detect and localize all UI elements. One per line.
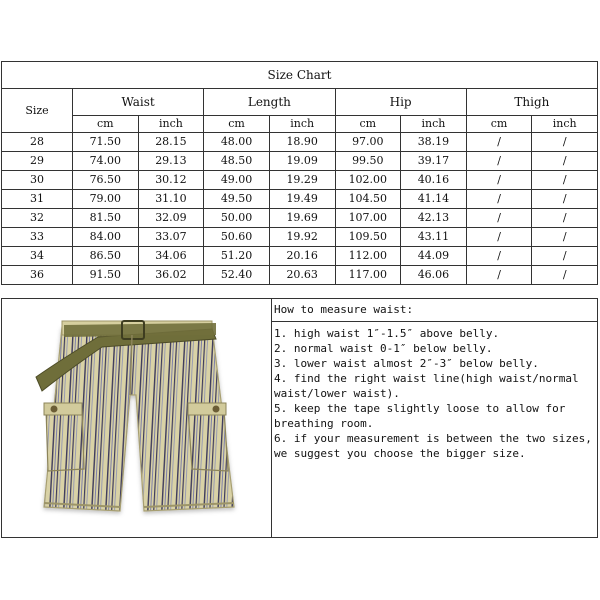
measurement-cell: / bbox=[466, 266, 532, 285]
measurement-cell: 20.16 bbox=[269, 247, 335, 266]
size-cell: 28 bbox=[2, 133, 73, 152]
size-cell: 29 bbox=[2, 152, 73, 171]
measurement-cell: / bbox=[466, 133, 532, 152]
measure-section bbox=[1, 298, 598, 538]
measurement-cell: 29.13 bbox=[138, 152, 204, 171]
size-cell: 30 bbox=[2, 171, 73, 190]
measurement-cell: / bbox=[532, 152, 598, 171]
table-row bbox=[2, 247, 598, 266]
measurement-cell: 79.00 bbox=[73, 190, 139, 209]
measurement-cell: 51.20 bbox=[204, 247, 270, 266]
unit-header: inch bbox=[269, 116, 335, 133]
measurement-cell: 18.90 bbox=[269, 133, 335, 152]
measurement-cell: 102.00 bbox=[335, 171, 401, 190]
measurement-cell: 43.11 bbox=[401, 228, 467, 247]
measurement-cell: 104.50 bbox=[335, 190, 401, 209]
measurement-cell: 40.16 bbox=[401, 171, 467, 190]
table-row bbox=[2, 266, 598, 285]
measurement-cell: / bbox=[532, 266, 598, 285]
size-chart-table bbox=[1, 61, 598, 285]
measurement-cell: 50.00 bbox=[204, 209, 270, 228]
measurement-cell: 30.12 bbox=[138, 171, 204, 190]
measurement-cell: / bbox=[532, 209, 598, 228]
measurement-cell: / bbox=[466, 209, 532, 228]
measurement-cell: 20.63 bbox=[269, 266, 335, 285]
measure-tip: 1. high waist 1″-1.5″ above belly. bbox=[274, 327, 500, 340]
measurement-cell: / bbox=[466, 190, 532, 209]
thigh-group-header: Thigh bbox=[466, 89, 597, 116]
measurement-cell: 86.50 bbox=[73, 247, 139, 266]
unit-header: inch bbox=[401, 116, 467, 133]
length-group-header: Length bbox=[204, 89, 335, 116]
measure-instructions bbox=[272, 299, 597, 537]
measurement-cell: 49.00 bbox=[204, 171, 270, 190]
size-rows bbox=[2, 133, 598, 285]
measurement-cell: / bbox=[466, 152, 532, 171]
size-cell: 32 bbox=[2, 209, 73, 228]
table-row bbox=[2, 209, 598, 228]
measurement-cell: 76.50 bbox=[73, 171, 139, 190]
size-cell: 34 bbox=[2, 247, 73, 266]
measure-tip: 6. if your measurement is between the two sizes, we suggest you choose the bigger size. bbox=[274, 432, 592, 460]
measurement-cell: 49.50 bbox=[204, 190, 270, 209]
measurement-cell: 48.50 bbox=[204, 152, 270, 171]
size-chart-title: Size Chart bbox=[2, 62, 598, 89]
measurement-cell: / bbox=[532, 190, 598, 209]
measure-heading: How to measure waist: bbox=[272, 299, 597, 322]
measurement-cell: 19.92 bbox=[269, 228, 335, 247]
measurement-cell: 46.06 bbox=[401, 266, 467, 285]
striped-cargo-shorts-icon bbox=[2, 299, 271, 537]
measurement-cell: / bbox=[466, 228, 532, 247]
measurement-cell: 19.49 bbox=[269, 190, 335, 209]
measurement-cell: 52.40 bbox=[204, 266, 270, 285]
measurement-cell: / bbox=[532, 171, 598, 190]
measurement-cell: 74.00 bbox=[73, 152, 139, 171]
measurement-cell: 117.00 bbox=[335, 266, 401, 285]
measurement-cell: 81.50 bbox=[73, 209, 139, 228]
measurement-cell: 28.15 bbox=[138, 133, 204, 152]
table-row bbox=[2, 228, 598, 247]
table-row bbox=[2, 133, 598, 152]
measurement-cell: 109.50 bbox=[335, 228, 401, 247]
measurement-cell: / bbox=[466, 171, 532, 190]
measurement-cell: 84.00 bbox=[73, 228, 139, 247]
unit-header: cm bbox=[204, 116, 270, 133]
measurement-cell: 34.06 bbox=[138, 247, 204, 266]
measurement-cell: 38.19 bbox=[401, 133, 467, 152]
measurement-cell: 19.69 bbox=[269, 209, 335, 228]
measurement-cell: 112.00 bbox=[335, 247, 401, 266]
product-photo bbox=[2, 299, 272, 537]
measure-tip: 5. keep the tape slightly loose to allow for breathing room. bbox=[274, 402, 566, 430]
unit-header: cm bbox=[73, 116, 139, 133]
size-column-header: Size bbox=[2, 89, 73, 133]
measurement-cell: 71.50 bbox=[73, 133, 139, 152]
measurement-cell: 32.09 bbox=[138, 209, 204, 228]
waist-group-header: Waist bbox=[73, 89, 204, 116]
table-row bbox=[2, 152, 598, 171]
measurement-cell: / bbox=[532, 228, 598, 247]
measurement-cell: 91.50 bbox=[73, 266, 139, 285]
measurement-cell: 33.07 bbox=[138, 228, 204, 247]
unit-header: inch bbox=[532, 116, 598, 133]
measurement-cell: 39.17 bbox=[401, 152, 467, 171]
table-row bbox=[2, 190, 598, 209]
measurement-cell: 48.00 bbox=[204, 133, 270, 152]
measure-tip: 3. lower waist almost 2″-3″ below belly. bbox=[274, 357, 539, 370]
measurement-cell: 19.29 bbox=[269, 171, 335, 190]
measurement-cell: 50.60 bbox=[204, 228, 270, 247]
measure-tip: 2. normal waist 0-1″ below belly. bbox=[274, 342, 493, 355]
measure-tip: 4. find the right waist line(high waist/normal waist/lower waist). bbox=[274, 372, 579, 400]
hip-group-header: Hip bbox=[335, 89, 466, 116]
measurement-cell: 19.09 bbox=[269, 152, 335, 171]
unit-header: inch bbox=[138, 116, 204, 133]
unit-header: cm bbox=[335, 116, 401, 133]
size-cell: 31 bbox=[2, 190, 73, 209]
measurement-cell: 97.00 bbox=[335, 133, 401, 152]
size-cell: 36 bbox=[2, 266, 73, 285]
measurement-cell: / bbox=[532, 247, 598, 266]
measurement-cell: 42.13 bbox=[401, 209, 467, 228]
measurement-cell: 44.09 bbox=[401, 247, 467, 266]
size-cell: 33 bbox=[2, 228, 73, 247]
measure-tips bbox=[272, 322, 597, 461]
measurement-cell: / bbox=[532, 133, 598, 152]
measurement-cell: 41.14 bbox=[401, 190, 467, 209]
measurement-cell: 99.50 bbox=[335, 152, 401, 171]
measurement-cell: 36.02 bbox=[138, 266, 204, 285]
table-row bbox=[2, 171, 598, 190]
measurement-cell: / bbox=[466, 247, 532, 266]
unit-header: cm bbox=[466, 116, 532, 133]
measurement-cell: 31.10 bbox=[138, 190, 204, 209]
measurement-cell: 107.00 bbox=[335, 209, 401, 228]
